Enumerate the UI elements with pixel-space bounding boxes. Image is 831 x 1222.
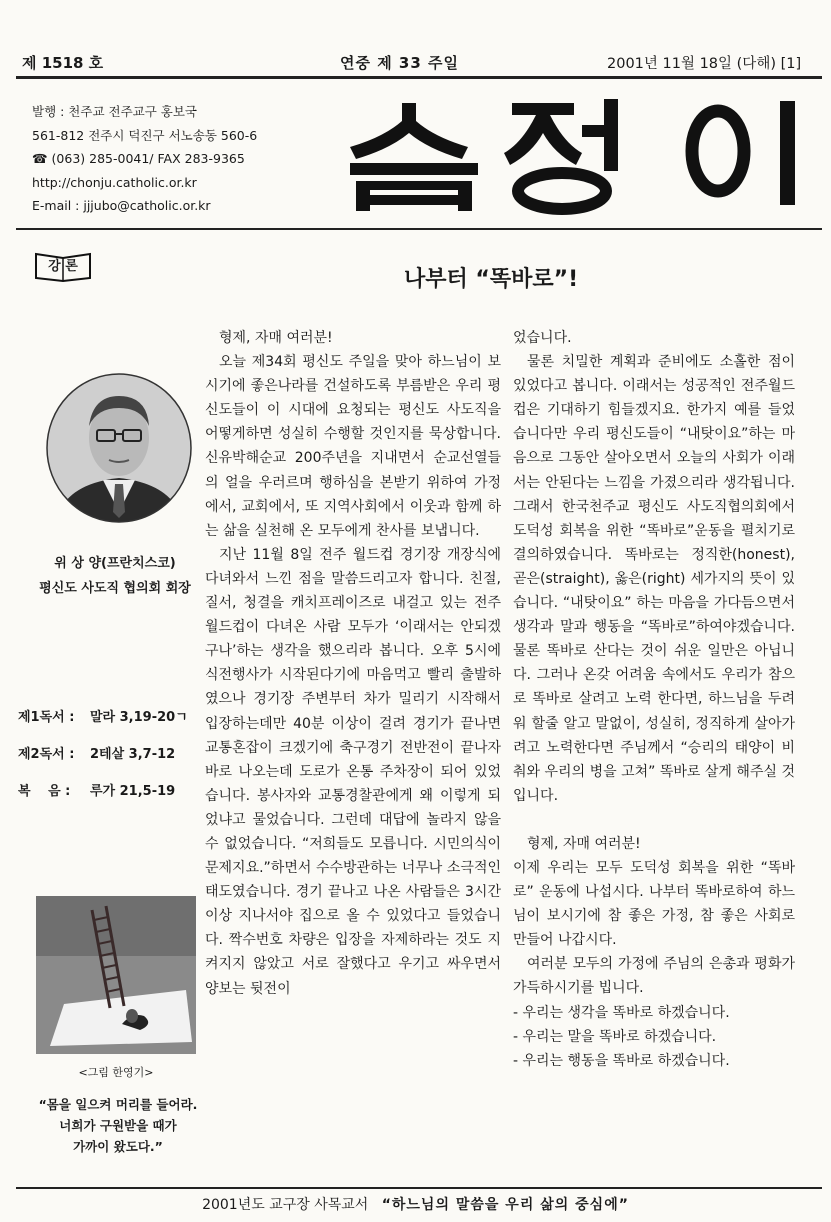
publisher-info <box>32 100 257 218</box>
author-photo <box>45 372 193 524</box>
publisher-phone: ☎ (063) 285-0041/ FAX 283-9365 <box>32 151 245 166</box>
reading-gospel <box>18 780 175 799</box>
paragraph: 물론 치밀한 계획과 준비에도 소홀한 점이 있었다고 봅니다. 이래서는 성공적인 전주월드컵은 기대하기 힘들겠지요. 한가지 예를 들었습니다만 우리 평신도들이 “내탓이요”하는 마음으로 그동안 살아오면서 오늘의 사회가 이래서는 안된다는 느낌을 가졌으리라 생각됩니다. 그래서 한국천주교 평신도 사도직협의회에서 도덕성 회복을 위한 “똑바로”운동을 펼치기로 결의하였습니다. 똑바로는 정직한(honest), 곧은(straight), 옳은(right) 세가지의 뜻이 있습니다. “내탓이요” 하는 마음을 가다듬으면서 생각과 말과 행동을 “똑바로”하여야겠습니다. 물론 똑바로 산다는 것이 쉬운 일만은 아닙니다. 그러나 온갖 어려움 속에서도 우리가 참으로 똑바로 살려고 노력 한다면, 하느님을 두려워 할줄 알고 말없이, 성실히, 정직하게 살아가려고 노력한다면 주님께서 “승리의 태양이 비춰와 우리의 병을 고쳐” 똑바로 살게 해주실 것입니다. <box>513 354 795 804</box>
header-rule <box>16 76 822 79</box>
quote-line: “몸을 일으켜 머리를 들어라. <box>38 1097 198 1112</box>
reading-label: 제2독서 : <box>18 747 75 762</box>
scripture-quote <box>20 1094 216 1157</box>
reading-2 <box>18 743 175 762</box>
masthead-logo <box>350 95 810 215</box>
ladder-illustration <box>36 896 196 1054</box>
liturgical-week: 연중 제 33 주일 <box>340 54 459 72</box>
footer-rule <box>16 1187 822 1189</box>
paragraph: 이제 우리는 모두 도덕성 회복을 위한 “똑바로” 운동에 나섭시다. 나부터 똑바로하여 하느님이 보시기에 참 좋은 가정, 참 좋은 사회로 만들어 나갑시다. <box>513 859 795 949</box>
article-column-1 <box>205 326 501 1001</box>
paragraph: 오늘 제34회 평신도 주일을 맞아 하느님이 보시기에 좋은나라를 건설하도록 부름받은 우리 평신도들이 이 시대에 요청되는 평신도 사도직을 어떻게하면 성실히 수행할 것인지를 묵상합니다. 신유박해순교 200주년을 지내면서 순교선열들의 얼을 우러르며 행하심을 본받기 위하여 가정에서, 교회에서, 또 지역사회에서 이웃과 함께 하는 삶을 실천해 온 모두에게 찬사를 보냅니다. <box>205 354 501 539</box>
publisher-address: 561-812 전주시 덕진구 서노송동 560-6 <box>32 127 258 143</box>
author-name: 위 상 양(프란치스코) <box>54 556 176 571</box>
reading-text: 말라 3,19-20ㄱ <box>90 710 188 725</box>
illustration-caption: <그림 한영기> <box>78 1066 154 1079</box>
pledge-item: - 우리는 행동을 똑바로 하겠습니다. <box>513 1052 730 1069</box>
author-title: 평신도 사도직 협의회 회장 <box>39 581 191 596</box>
footer <box>0 1194 831 1214</box>
greeting: 형제, 자매 여러분! <box>527 835 641 852</box>
section-tag: 강 론 <box>48 259 78 274</box>
reading-1 <box>18 706 188 725</box>
paragraph-continuation: 었습니다. <box>513 330 572 346</box>
greeting: 형제, 자매 여러분! <box>219 330 333 346</box>
publisher-web: http://chonju.catholic.or.kr <box>32 174 197 190</box>
footer-prefix: 2001년도 교구장 사목교서 <box>202 1197 369 1213</box>
reading-text: 루가 21,5-19 <box>90 784 176 799</box>
issue-number: 제 1518 호 <box>22 54 104 72</box>
issue-date: 2001년 11월 18일 (다해) [1] <box>607 56 802 72</box>
reading-label: 복 음 : <box>18 784 71 799</box>
paragraph: 지난 11월 8일 전주 월드컵 경기장 개장식에 다녀와서 느낀 점을 말씀드리고자 합니다. 친절, 질서, 청결을 캐치프레이즈로 내걸고 있는 전주 월드컵이 다녀온 사람 모두가 ‘이래서는 안되겠구나’하는 생각을 했으리라 봅니다. 오후 5시에 식전행사가 시작된다기에 마음먹고 빨리 출발하였으나 경기장 주변부터 차가 밀리기 시작해서 입장하는데만 40분 이상이 걸려 경기가 끝나면 교통혼잡이 크겠기에 축구경기 전반전이 끝나자 바로 나오는데 도로가 온통 주차장이 되어 있었습니다. 봉사자와 교통경찰관에게 왜 이렇게 되었냐고 물었습니다. 그런데 대답에 놀라지 않을 수 없었습니다. “저희들도 모릅니다. 시민의식이 문제지요.”하면서 수수방관하는 너무나 소극적인 태도였습니다. 경기 끝나고 나온 사람들은 3시간이상 지나서야 집으로 올 수 있었다고 들었습니다. 짝수번호 차량은 입장을 자제하라는 것도 지켜지지 않았고 서로 잘했다고 우기고 싸우면서 양보는 뒷전이 <box>205 546 501 997</box>
footer-motto: “하느님의 말씀을 우리 삶의 중심에” <box>381 1197 629 1213</box>
pledge-item: - 우리는 말을 똑바로 하겠습니다. <box>513 1028 717 1045</box>
article-headline: 나부터 “똑바로”! <box>404 267 579 292</box>
masthead-rule <box>16 228 822 230</box>
reading-label: 제1독서 : <box>18 710 75 725</box>
article-column-2 <box>513 326 795 1073</box>
paragraph: 여러분 모두의 가정에 주님의 은총과 평화가 가득하시기를 빕니다. <box>513 956 795 997</box>
quote-line: 너희가 구원받을 때가 <box>59 1118 177 1133</box>
pledge-item: - 우리는 생각을 똑바로 하겠습니다. <box>513 1004 730 1021</box>
quote-line: 가까이 왔도다.” <box>73 1139 163 1154</box>
reading-text: 2테살 3,7-12 <box>90 747 176 762</box>
publisher-line: 발행 : 천주교 전주교구 홍보국 <box>32 104 198 119</box>
publisher-email: E-mail : jjjubo@catholic.or.kr <box>32 198 211 213</box>
